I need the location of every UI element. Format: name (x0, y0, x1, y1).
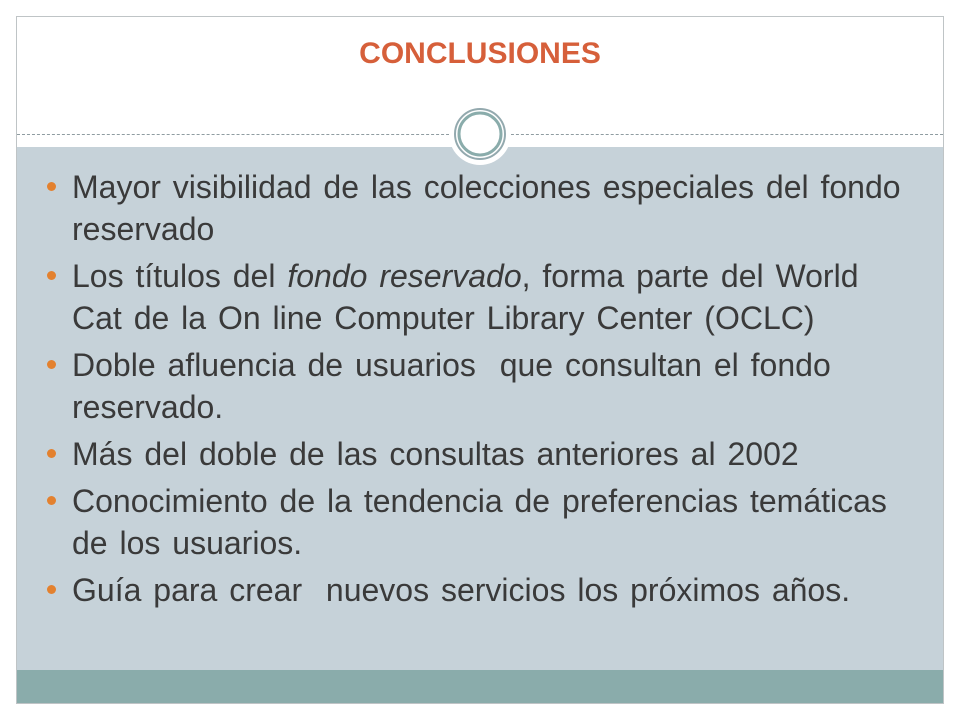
bullet-text: Conocimiento de la tendencia de preferencias temáticas de los usuarios. (72, 483, 899, 561)
bullet-list (72, 166, 912, 616)
bullet-dot-icon (47, 449, 56, 458)
bullet-dot-icon (47, 360, 56, 369)
bullet-text-italic: fondo reservado (287, 258, 522, 294)
bullet-item (72, 166, 912, 250)
bullet-text: Mayor visibilidad de las colecciones especiales del fondo reservado (72, 169, 913, 247)
bullet-text-end: , forma parte del World Cat de la On line Computer Library Center (OCLC) (72, 258, 871, 336)
bullet-item (72, 480, 912, 564)
bullet-text: Más del doble de las consultas anteriores al 2002 (72, 436, 799, 472)
double-ring-circle-icon (448, 102, 512, 166)
bullet-dot-icon (47, 585, 56, 594)
bullet-dot-icon (47, 182, 56, 191)
footer-band (17, 670, 943, 703)
bullet-dot-icon (47, 271, 56, 280)
bullet-text: Doble afluencia de usuarios que consultan el fondo reservado. (72, 347, 843, 425)
slide-title: CONCLUSIONES (359, 37, 601, 70)
bullet-text: Guía para crear nuevos servicios los próximos años. (72, 572, 851, 608)
bullet-item (72, 255, 912, 339)
bullet-dot-icon (47, 496, 56, 505)
bullet-item (72, 433, 912, 475)
bullet-text-start: Los títulos del (72, 258, 288, 294)
bullet-item (72, 344, 912, 428)
bullet-item (72, 569, 912, 611)
